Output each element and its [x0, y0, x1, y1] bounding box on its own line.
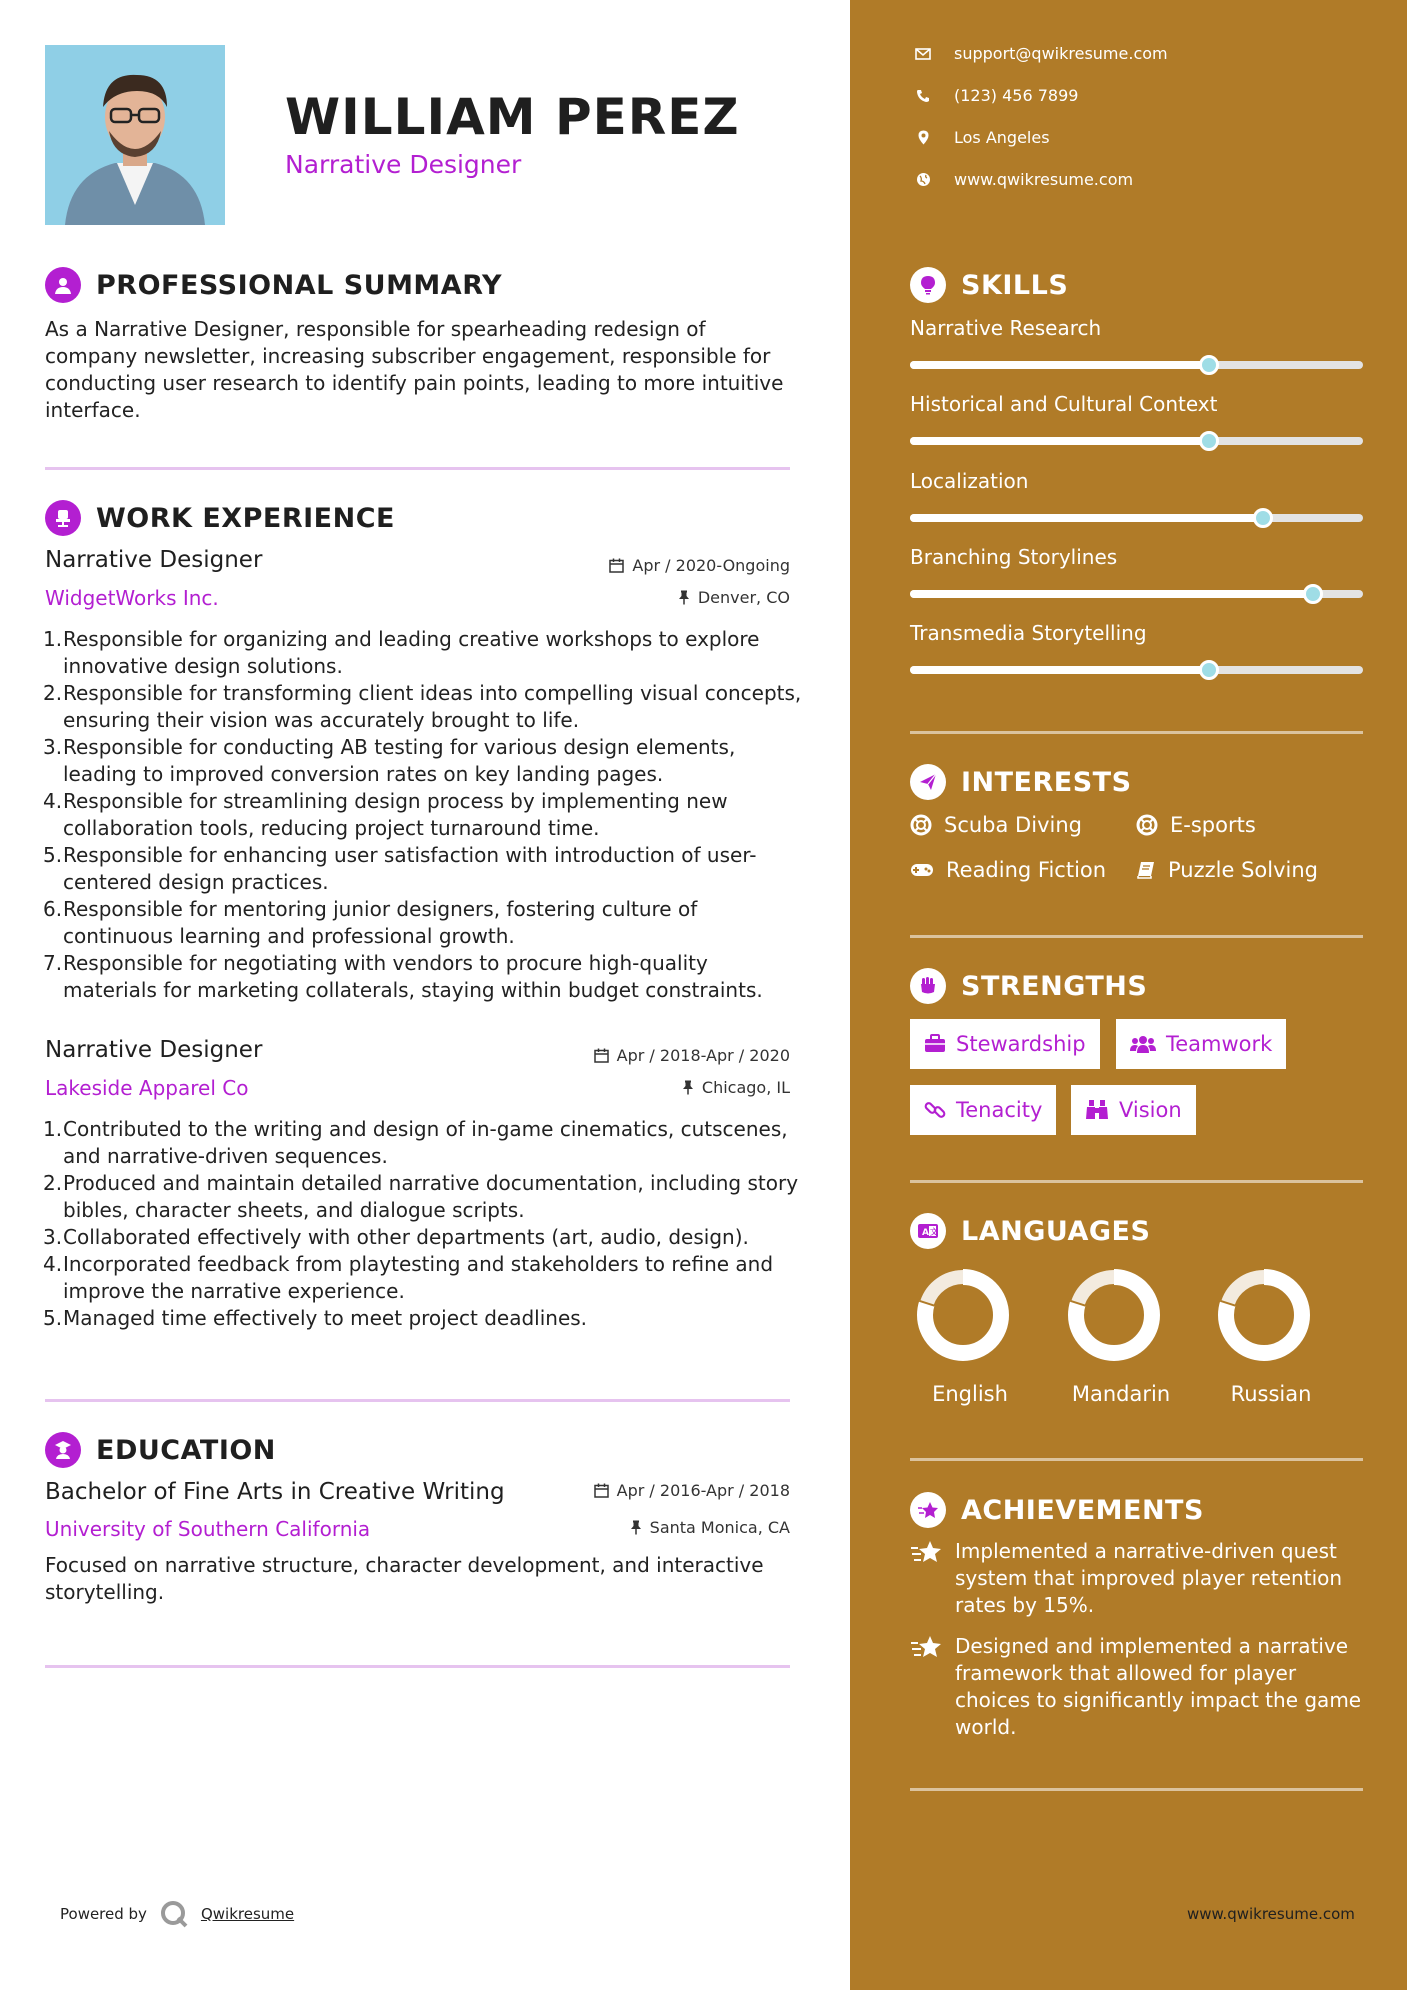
experience-title: WORK EXPERIENCE — [96, 502, 395, 534]
candidate-role: Narrative Designer — [285, 150, 522, 179]
achievements-heading — [910, 1492, 1204, 1528]
chair-icon — [45, 500, 81, 536]
briefcase-icon — [924, 1034, 946, 1054]
skill-fill — [910, 361, 1209, 369]
calendar-icon — [594, 1048, 609, 1063]
star-icon — [910, 1492, 946, 1528]
experience-heading — [45, 500, 395, 536]
pin-icon — [682, 1080, 694, 1095]
achievement-text: Designed and implemented a narrative framework that allowed for player choices to significantly impact the game world. — [955, 1634, 1362, 1739]
skill-knob — [1199, 431, 1219, 451]
company-name: WidgetWorks Inc. — [45, 586, 219, 610]
list-item: 5. Managed time effectively to meet project deadlines. — [43, 1306, 588, 1330]
education-location-text: Santa Monica, CA — [649, 1518, 790, 1537]
users-icon — [1130, 1034, 1156, 1054]
graduate-icon — [45, 1432, 81, 1468]
language-label: Russian — [1230, 1382, 1312, 1406]
skill-bar — [910, 361, 1363, 369]
achievement-item — [910, 1633, 1370, 1741]
strength-label: Stewardship — [956, 1032, 1086, 1056]
interests-heading — [910, 764, 1132, 800]
phone-text: (123) 456 7899 — [954, 86, 1079, 105]
calendar-icon — [609, 558, 624, 573]
profile-photo — [45, 45, 225, 225]
education-dates-text: Apr / 2016-Apr / 2018 — [616, 1481, 790, 1500]
skill-bar — [910, 437, 1363, 445]
interests-title: INTERESTS — [961, 766, 1132, 798]
degree-title: Bachelor of Fine Arts in Creative Writing — [45, 1479, 505, 1505]
skill-bar — [910, 514, 1363, 522]
divider — [910, 731, 1363, 734]
contact-phone — [910, 86, 1078, 105]
education-text: Focused on narrative structure, character development, and interactive storytelling. — [45, 1553, 764, 1604]
skill-bar — [910, 590, 1363, 598]
link-icon — [924, 1099, 946, 1121]
strength-chip — [910, 1085, 1056, 1135]
skills-title: SKILLS — [961, 269, 1069, 301]
divider — [910, 1458, 1363, 1461]
brand-link[interactable]: Qwikresume — [200, 1905, 295, 1923]
interest-item — [1136, 813, 1256, 837]
skills-heading — [910, 267, 1068, 303]
user-icon — [45, 267, 81, 303]
phone-icon — [916, 89, 930, 103]
job-location-text: Denver, CO — [697, 588, 790, 607]
list-item: 5. Responsible for enhancing user satisfaction with introduction of user-centered design practices. — [43, 843, 757, 894]
translate-icon — [910, 1213, 946, 1249]
website-text[interactable]: www.qwikresume.com — [954, 170, 1134, 189]
svg-text:文: 文 — [930, 1227, 938, 1237]
skill-bar — [910, 666, 1363, 674]
interest-label: Scuba Diving — [944, 813, 1082, 837]
contact-location — [910, 128, 1050, 147]
job-title: Narrative Designer — [45, 1037, 263, 1063]
list-item: 4. Incorporated feedback from playtesting and stakeholders to refine and improve the narrative experience. — [43, 1252, 774, 1303]
lifebuoy-icon — [1136, 814, 1158, 836]
lightbulb-icon — [910, 267, 946, 303]
job-responsibilities — [45, 1116, 805, 1332]
strengths-title: STRENGTHS — [961, 970, 1148, 1002]
interest-item — [910, 813, 1082, 837]
education-dates-row — [594, 1481, 790, 1500]
book-icon — [1136, 860, 1156, 880]
strength-chip — [1071, 1085, 1196, 1135]
powered-by — [60, 1900, 294, 1928]
job-dates-text: Apr / 2018-Apr / 2020 — [616, 1046, 790, 1065]
envelope-icon — [915, 48, 931, 60]
strength-label: Teamwork — [1166, 1032, 1273, 1056]
languages-heading — [910, 1213, 1150, 1249]
list-item: 3. Responsible for conducting AB testing for various design elements, leading to improved conversion rates on key landing pages. — [43, 735, 736, 786]
strength-chip — [1116, 1019, 1286, 1069]
achievement-text: Implemented a narrative-driven quest system that improved player retention rates by 15%. — [955, 1539, 1343, 1617]
list-item: 4. Responsible for streamlining design process by implementing new collaboration tools, reducing project turnaround time. — [43, 789, 728, 840]
location-text: Los Angeles — [954, 128, 1050, 147]
divider — [45, 467, 790, 470]
binoculars-icon — [1085, 1099, 1109, 1121]
job-dates-text: Apr / 2020-Ongoing — [632, 556, 790, 575]
divider — [45, 1399, 790, 1402]
strength-label: Tenacity — [956, 1098, 1043, 1122]
job-title: Narrative Designer — [45, 547, 263, 573]
language-label: English — [932, 1382, 1008, 1406]
list-item: 3. Collaborated effectively with other departments (art, audio, design). — [43, 1225, 749, 1249]
divider — [910, 1180, 1363, 1183]
school-name: University of Southern California — [45, 1517, 371, 1541]
summary-heading — [45, 267, 502, 303]
skill-fill — [910, 437, 1209, 445]
shooting-star-icon — [910, 1635, 942, 1661]
svg-text:A: A — [922, 1228, 929, 1238]
contact-email — [910, 44, 1168, 63]
job-dates-row — [609, 556, 790, 575]
interest-label: Puzzle Solving — [1168, 858, 1318, 882]
pin-icon — [678, 590, 690, 605]
powered-by-label: Powered by — [60, 1905, 147, 1923]
job-location-row — [678, 588, 790, 607]
language-label: Mandarin — [1071, 1382, 1171, 1406]
interest-item — [1136, 858, 1318, 882]
strengths-heading — [910, 968, 1147, 1004]
pin-icon — [630, 1520, 642, 1535]
interest-item — [910, 858, 1106, 882]
shooting-star-icon — [910, 1540, 942, 1566]
list-item: 6. Responsible for mentoring junior designers, fostering culture of continuous learning and professional growth. — [43, 897, 698, 948]
skill-knob — [1199, 660, 1219, 680]
candidate-name: WILLIAM PEREZ — [285, 88, 740, 146]
email-text[interactable]: support@qwikresume.com — [954, 44, 1168, 63]
achievement-item — [910, 1538, 1370, 1619]
education-location-row — [630, 1518, 790, 1537]
skill-label: Historical and Cultural Context — [910, 392, 1218, 416]
lifebuoy-icon — [910, 814, 932, 836]
qwikresume-logo-icon — [159, 1900, 189, 1928]
skill-label: Narrative Research — [910, 316, 1102, 340]
interest-label: E-sports — [1170, 813, 1256, 837]
skill-fill — [910, 514, 1263, 522]
divider — [910, 1788, 1363, 1791]
skill-knob — [1199, 355, 1219, 375]
summary-title: PROFESSIONAL SUMMARY — [96, 269, 503, 301]
education-title: EDUCATION — [96, 1434, 276, 1466]
strength-label: Vision — [1119, 1098, 1182, 1122]
divider — [910, 935, 1363, 938]
globe-icon — [916, 172, 931, 187]
job-responsibilities — [45, 626, 805, 1004]
skill-fill — [910, 590, 1313, 598]
list-item: 7. Responsible for negotiating with vendors to procure high-quality materials for marketing collaterals, staying within budget constraints. — [43, 951, 763, 1002]
skill-fill — [910, 666, 1209, 674]
language-donut — [1064, 1265, 1164, 1365]
skill-label: Branching Storylines — [910, 545, 1118, 569]
list-item: 1. Responsible for organizing and leading creative workshops to explore innovative design solutions. — [43, 627, 760, 678]
job-location-row — [682, 1078, 790, 1097]
achievements-title: ACHIEVEMENTS — [961, 1494, 1204, 1526]
company-name: Lakeside Apparel Co — [45, 1076, 249, 1100]
strength-chip — [910, 1019, 1100, 1069]
skill-label: Localization — [910, 469, 1029, 493]
list-item: 2. Produced and maintain detailed narrative documentation, including story bibles, character sheets, and dialogue scripts. — [43, 1171, 799, 1222]
language-donut — [913, 1265, 1013, 1365]
skill-label: Transmedia Storytelling — [910, 621, 1147, 645]
language-donut — [1214, 1265, 1314, 1365]
list-item: 1. Contributed to the writing and design of in-game cinematics, cutscenes, and narrative-driven sequences. — [43, 1117, 788, 1168]
interest-label: Reading Fiction — [946, 858, 1107, 882]
fist-icon — [910, 968, 946, 1004]
job-dates-row — [594, 1046, 790, 1065]
calendar-icon — [594, 1483, 609, 1498]
paper-plane-icon — [910, 764, 946, 800]
divider — [45, 1665, 790, 1668]
list-item: 2. Responsible for transforming client ideas into compelling visual concepts, ensuring their vision was accurately brought to life. — [43, 681, 802, 732]
map-pin-icon — [918, 130, 929, 145]
contact-website — [910, 170, 1133, 189]
languages-title: LANGUAGES — [961, 1215, 1151, 1247]
summary-text: As a Narrative Designer, responsible for spearheading redesign of company newsletter, increasing subscriber engagement, responsible for conducting user research to identify pain points, leading to more intuitive interface. — [45, 317, 784, 422]
job-location-text: Chicago, IL — [701, 1078, 790, 1097]
gamepad-icon — [910, 862, 934, 878]
footer-site[interactable]: www.qwikresume.com — [1187, 1905, 1355, 1923]
education-heading — [45, 1432, 276, 1468]
